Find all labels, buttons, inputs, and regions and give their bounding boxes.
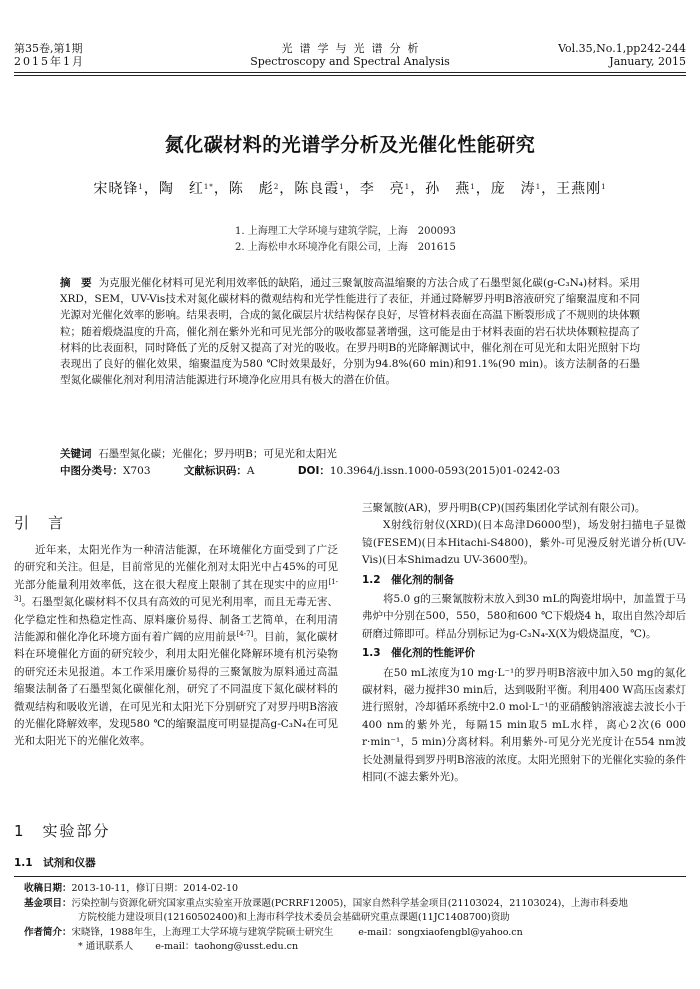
abstract-text: 为克服光催化材料可见光利用效率低的缺陷，通过三聚氰胺高温缩聚的方法合成了石墨型氮化碳(g-C₃N₄)材料。采用XRD，SEM，UV-Vis技术对氮化碳材料的微观结构和光学性能进行了表征，并通过降解罗丹明B溶液研究了缩聚温度和不同光源对光催化效率的影响。结果表明，合成的氮化碳层片状结构保存良好，尽管材料表面在高温下断裂形成了不规则的块体颗粒；随着煅烧温度的升高，催化剂在紫外光和可见光部分的吸收都显著增强，这可能是由于材料表面的岩石状块体颗粒提高了材料的比表面积，同时降低了光的反射又提高了对光的吸收。在罗丹明B的光降解测试中，催化剂在可见光和太阳光照射下均表现出了良好的催化效果，缩聚温度为580 ℃时效果最好，分别为94.8%(60 min)和91.1%(90 min)。该方法制备的石墨型氮化碳催化剂对利用清洁能源进行环境净化应用具有极大的潜在价值。 [60, 277, 640, 387]
author-affiliation-mark: 1 [470, 183, 476, 191]
abstract-label: 摘 要 [60, 277, 92, 289]
header-center [200, 42, 500, 68]
intro-heading: 引 言 [14, 514, 66, 532]
author-email: songxiaofengbl@yahoo.cn [397, 926, 523, 938]
author-separator: ， [541, 181, 557, 197]
author-name: 陶 红 [158, 181, 204, 197]
author-affiliation-mark: 1 [138, 183, 144, 191]
volume-cn: 第35卷,第1期 [14, 42, 83, 55]
paper-title: 氮化碳材料的光谱学分析及光催化性能研究 [164, 134, 536, 156]
corresponding-email: e-mail：taohong@usst.edu.cn [155, 941, 299, 952]
doc-code-value: A [246, 465, 255, 477]
author-list [0, 178, 700, 198]
fund-label: 基金项目： [24, 897, 72, 909]
intro-text-2: 。石墨型氮化碳材料不仅具有高效的可见光利用率，而且无毒无害、化学稳定性和热稳定性高、原料廉价易得、制备工艺简单，在利用清洁能源和催化净化环境方面有着广阔的应用前景 [14, 596, 338, 644]
author-bio: 宋晓锋，1988年生，上海理工大学环境与建筑学院硕士研究生 [71, 926, 334, 938]
date-cn: 2015年1月 [14, 55, 85, 68]
citation-4-7: [4-7] [236, 630, 254, 639]
citation-1-3: [1-3] [14, 577, 338, 604]
volume-en: Vol.35,No.1,pp242-244 [558, 42, 686, 55]
corresponding-author: * 通讯联系人 [78, 941, 134, 952]
author-name: 陈 彪 [228, 181, 274, 197]
date-en: January, 2015 [609, 55, 686, 68]
author-name: 孙 燕 [425, 181, 471, 197]
footnotes [24, 882, 690, 955]
author-affiliation-mark: 2 [273, 183, 280, 191]
received-dates: 2013-10-11，修订日期：2014-02-10 [71, 883, 239, 894]
author-separator: ， [279, 181, 295, 197]
footer-rule [14, 876, 686, 877]
received-label: 收稿日期： [24, 883, 72, 894]
header-rule-top [14, 72, 686, 73]
clc-label: 中图分类号： [60, 465, 123, 477]
journal-name-cn: 光 谱 学 与 光 谱 分 析 [281, 42, 419, 55]
author-separator: ， [213, 181, 229, 197]
intro-body [14, 542, 338, 751]
section-1-heading: 1 实验部分 [14, 822, 111, 840]
classification [60, 464, 640, 479]
intro-text-1: 近年来，太阳光作为一种清洁能源，在环境催化方面受到了广泛的研究和关注。但是，目前常见的光催化剂对太阳光中占45%的可见光部分能量利用效率低，这在很大程度上限制了其在现实中的应用 [14, 544, 338, 591]
author-affiliation-mark: 1 [535, 183, 542, 191]
author-name: 庞 涛 [490, 181, 536, 197]
subsection-1-3-heading: 1.3 催化剂的性能评价 [362, 647, 476, 660]
author-bio-label: 作者简介： [24, 926, 72, 938]
evaluation-text: 在50 mL浓度为10 mg·L⁻¹的罗丹明B溶液中加入50 mg的氮化碳材料，磁力搅拌30 min后，达到吸附平衡。利用400 W高压卤素灯进行照射，冷却循环系统中2.0 mol·L⁻¹的亚硝酸钠溶液滤去波长小于400 nm的紫外光，每隔15 min取5 mL水样，离心2次(6 000 r·min⁻¹，5 min)分离材料。利用紫外-可见分光光度计在554 nm波长处测量得到罗丹明B溶液的浓度。太阳光照射下的光催化实验的条件相同(不滤去紫外光)。 [362, 666, 686, 784]
subsection-1-1-heading: 1.1 试剂和仪器 [14, 857, 96, 869]
preparation-text: 将5.0 g的三聚氰胺粉末放入到30 mL的陶瓷坩埚中，加盖置于马弗炉中分别在500，550，580和600 ℃下煅烧4 h，取出自然冷却后研磨过筛即可。样品分别标记为g-C₃N₄-X(X为煅烧温度，℃)。 [362, 593, 686, 640]
author-separator: ， [344, 181, 360, 197]
doi-value: 10.3964/j.issn.1000-0593(2015)01-0242-03 [329, 465, 561, 477]
doc-code-label: 文献标识码： [183, 465, 247, 477]
author-affiliation-mark: 1 [601, 183, 607, 191]
reagents-text: 三聚氰胺(AR)，罗丹明B(CP)(国药集团化学试剂有限公司)。 [362, 502, 646, 514]
clc-value: X703 [123, 465, 151, 477]
email-label: e-mail： [358, 926, 398, 938]
keywords [60, 447, 640, 462]
affiliation-2: 2. 上海松申水环境净化有限公司，上海 201615 [235, 242, 456, 253]
journal-name-en: Spectroscopy and Spectral Analysis [250, 55, 450, 68]
author-separator: ， [410, 181, 426, 197]
subsection-1-2-heading: 1.2 催化剂的制备 [362, 573, 455, 586]
author-affiliation-mark: 1 [404, 183, 411, 191]
fund-text-2: 方院校能力建设项目(12160502400)和上海市科学技术委员会基础研究重点课题(11JC1408700)资助 [78, 912, 510, 923]
intro-text-3: 。目前，氮化碳材料在环境催化方面的研究较少，利用太阳光催化降解环境有机污染物的研究还未见报道。本工作采用廉价易得的三聚氰胺为原料通过高温缩聚法制备了石墨型氮化碳催化剂，研究了不同温度下氮化碳材料的微观结构和吸收光谱，在可见光和太阳光下分别研究了对罗丹明B溶液的光催化降解效率，发现580 ℃的缩聚温度可明显提高g-C₃N₄在可见光和太阳光下的光催化效率。 [14, 631, 339, 748]
author-name: 陈良霞 [294, 181, 340, 197]
keywords-label: 关键词 [60, 448, 92, 460]
instruments-text: X射线衍射仪(XRD)(日本岛津D6000型)，场发射扫描电子显微镜(FESEM)(日本Hitachi-S4800)，紫外-可见漫反射光谱分析(UV-Vis)(日本Shimadzu UV-3600型)。 [362, 519, 686, 567]
author-name: 王燕刚 [556, 181, 602, 197]
fund-text-1: 污染控制与资源化研究国家重点实验室开放课题(PCRRF12005)，国家自然科学基金项目(21103024，21103024)，上海市科委地 [71, 897, 628, 909]
right-column [362, 500, 686, 787]
keywords-text: 石墨型氮化碳；光催化；罗丹明B；可见光和太阳光 [98, 448, 337, 460]
author-separator: ， [475, 181, 491, 197]
author-affiliation-mark: 1* [203, 183, 214, 191]
header-right [558, 42, 686, 68]
abstract [60, 275, 640, 388]
author-name: 李 亮 [359, 181, 405, 197]
author-affiliation-mark: 1 [339, 183, 345, 191]
author-separator: ， [143, 181, 159, 197]
header-left [14, 42, 85, 68]
doi-label: DOI： [297, 465, 330, 477]
affiliation-1: 1. 上海理工大学环境与建筑学院，上海 200093 [235, 226, 456, 237]
author-name: 宋晓锋 [93, 181, 139, 197]
header-rule-bottom [14, 75, 686, 76]
